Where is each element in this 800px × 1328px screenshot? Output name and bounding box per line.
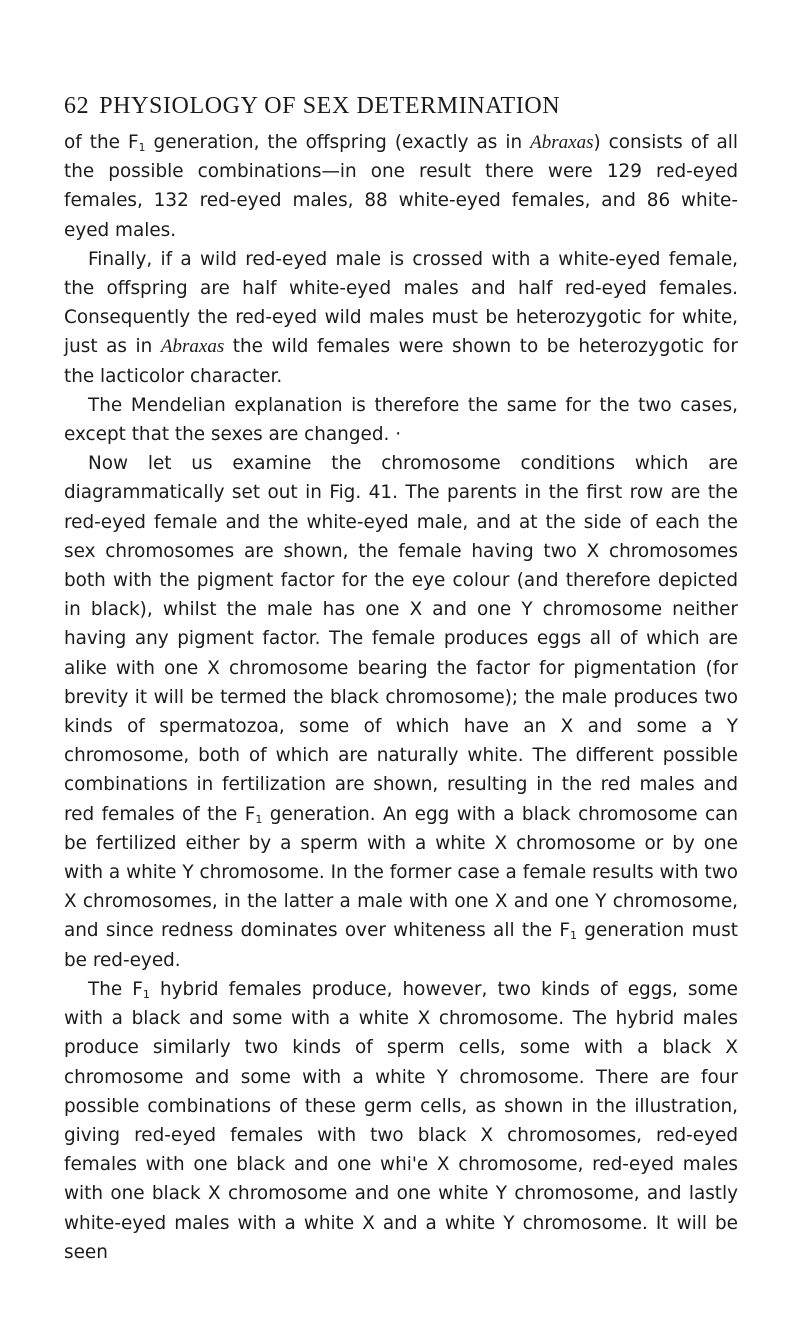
subscript: 1 bbox=[255, 812, 263, 826]
body-text bbox=[64, 128, 738, 1267]
subscript: 1 bbox=[142, 987, 150, 1001]
text-run: The F bbox=[88, 978, 143, 1000]
text-run: of the F bbox=[64, 132, 139, 153]
text-run: generation must be red-eyed. bbox=[64, 920, 738, 971]
page-number: 62 bbox=[64, 93, 90, 119]
paragraph-4 bbox=[64, 449, 738, 975]
paragraph-5 bbox=[64, 975, 738, 1267]
running-title: PHYSIOLOGY OF SEX DETERMINATION bbox=[99, 93, 561, 119]
text-run: generation, the offspring (exactly as in bbox=[145, 132, 531, 153]
paragraph-2 bbox=[64, 245, 738, 391]
italic-term: Abraxas bbox=[160, 336, 225, 358]
text-run: The Mendelian explanation is therefore the same for the two cases, except that the sexes are changed. · bbox=[64, 394, 738, 446]
text-run: Now let us examine the chromosome conditions which are diagrammatically set out in Fig. 41. The parents in the first row are the red-eyed female and the white-eyed male, and at the side of each the sex chromosomes are shown, the female having two X chromosomes both with the pigment factor for the eye colour (and therefore depicted in black), whilst the male has one X and one Y chromosome neither having any pigment factor. The female produces eggs all of which are alike with one X chromosome bearing the factor for pigmentation (for brevity it will be termed the black chromosome); the male produces two kinds of spermatozoa, some of which have an X and some a Y chromosome, both of which are naturally white. The different possible combinations in fertilization are shown, resulting in the red males and red females of the F bbox=[64, 453, 738, 825]
text-run: hybrid females produce, however, two kinds of eggs, some with a black and some with a white X chromosome. The hybrid males produce similarly two kinds of sperm cells, some with a black X chromosome and some with a white Y chromosome. There are four possible combinations of these germ cells, as shown in the illustration, giving red-eyed females with two black X chromosomes, red-eyed females with one black and one whi'e X chromosome, red-eyed males with one black X chromosome and one white Y chromosome, and lastly white-eyed males with a white X and a white Y chromosome. It will be seen bbox=[64, 978, 738, 1263]
text-run: Finally, if a wild red-eyed male is crossed with a white-eyed female, the offspring are half white-eyed males and half red-eyed females. Consequently the red-eyed wild males must be heterozygotic for white, just as in bbox=[64, 248, 738, 358]
text-run: generation. An egg with a black chromosome can be fertilized either by a sperm with a white X chromosome or by one with a white Y chromosome. In the former case a female results with two X chromosomes, in the latter a male with one X and one Y chromosome, and since redness dominates over whiteness all the F bbox=[64, 803, 738, 942]
italic-term: Abraxas bbox=[530, 132, 594, 153]
subscript: 1 bbox=[138, 141, 146, 154]
paragraph-1 bbox=[64, 128, 738, 245]
running-header bbox=[64, 86, 738, 126]
text-run: the wild females were shown to be heterozygotic for the lacticolor character. bbox=[64, 336, 738, 387]
book-page bbox=[64, 86, 738, 1267]
subscript: 1 bbox=[569, 929, 577, 943]
text-run: ) consists of all the possible combinations—in one result there were 129 red-eyed females, 132 red-eyed males, 88 white-eyed females, and 86 white-eyed males. bbox=[64, 132, 738, 241]
paragraph-3 bbox=[64, 391, 738, 449]
